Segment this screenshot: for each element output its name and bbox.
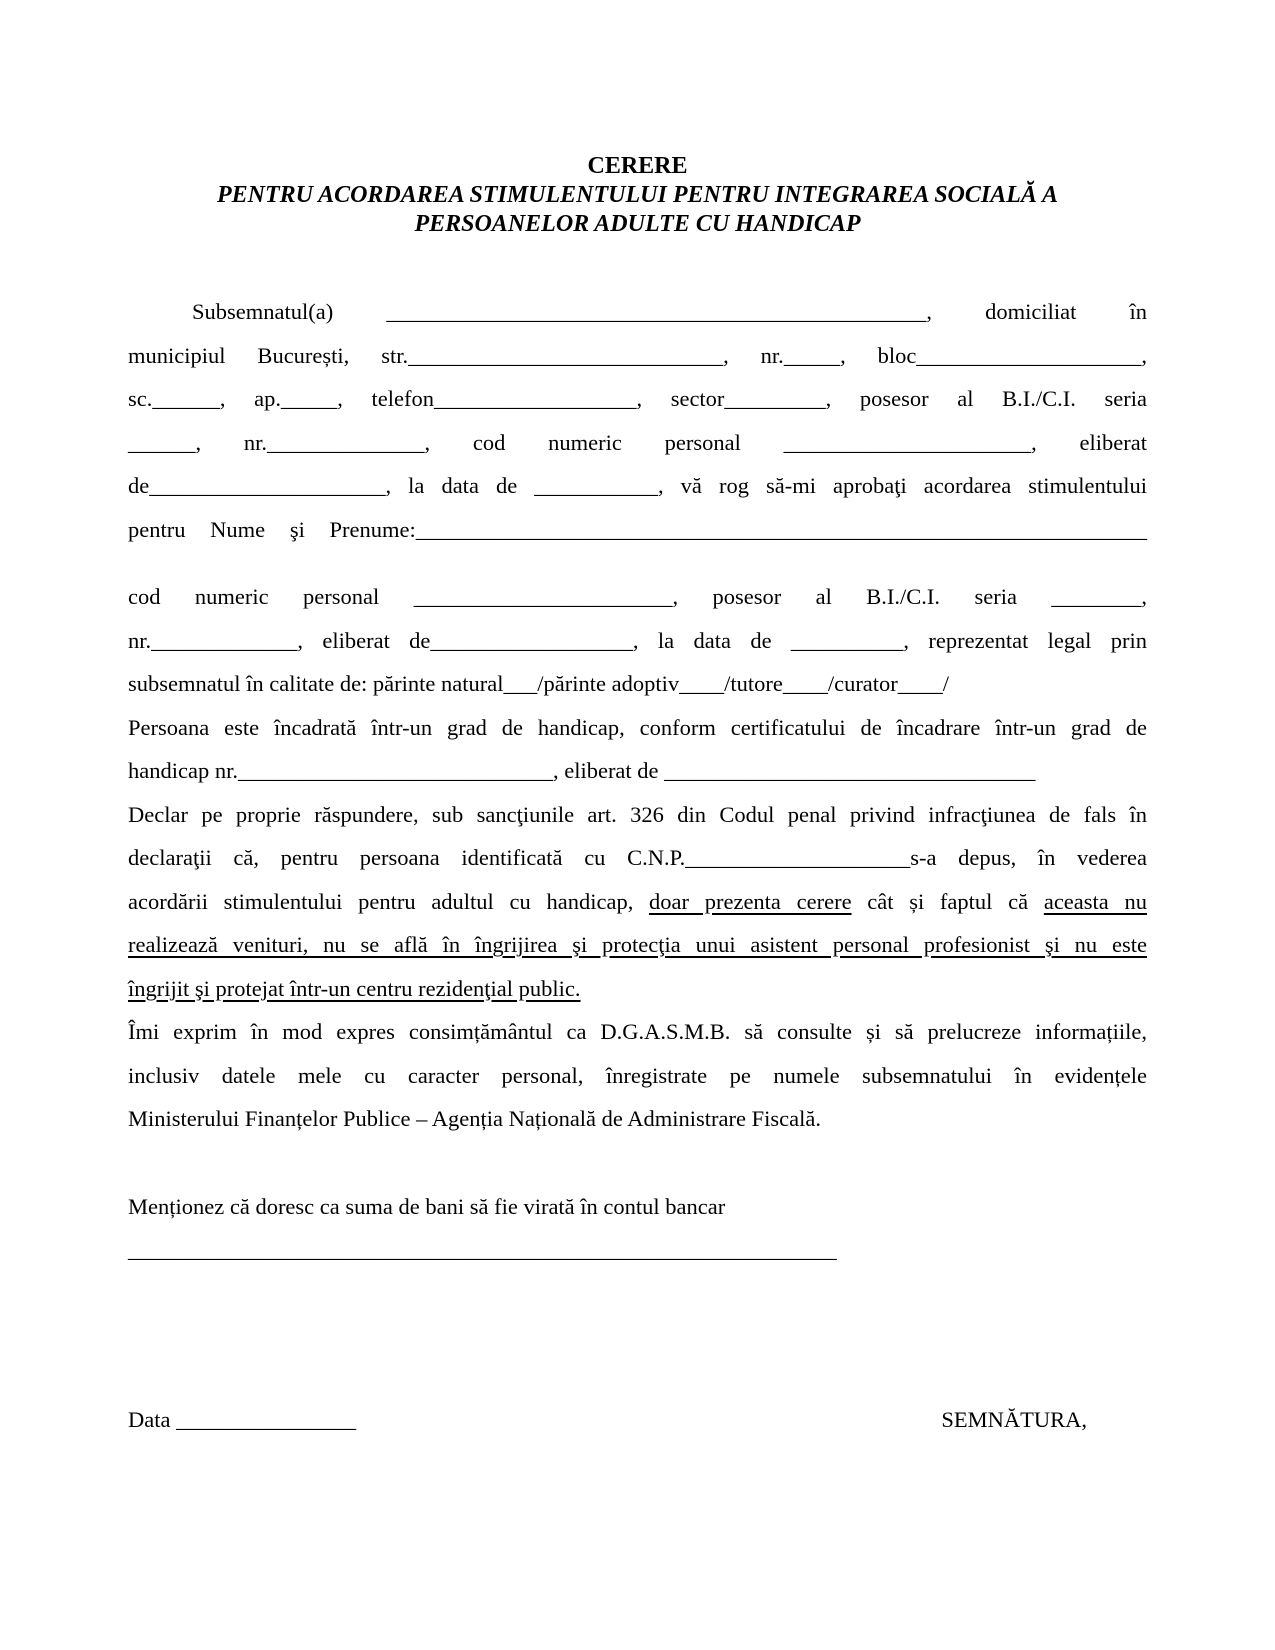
document-line — [128, 836, 1147, 880]
text-run: s-a depus, în vederea — [910, 845, 1147, 870]
text-run: cât și faptul că — [851, 888, 1044, 914]
text-run: , nr. — [723, 342, 784, 368]
blank-field: ____________________________ — [408, 342, 724, 368]
blank-field: _____ — [280, 386, 338, 411]
document-line — [128, 967, 1147, 1011]
blank-field: ____ — [782, 671, 828, 696]
text-run: , vă rog să-mi aprobaţi acordarea stimulentului — [658, 473, 1147, 498]
document-line — [128, 880, 1147, 924]
text-run: Subsemnatul(a) — [192, 299, 387, 324]
underlined-text: îngrijit şi protejat într-un centru rezidenţial public. — [128, 975, 581, 1001]
text-run: , eliberat — [1031, 429, 1147, 455]
blank-field: _______________________________________________________________ — [128, 1237, 837, 1262]
text-run: / — [942, 671, 950, 696]
blank-field: __________ — [790, 627, 904, 653]
document-line — [128, 290, 1147, 334]
document-line — [128, 464, 1147, 508]
blank-field: ___ — [503, 671, 538, 696]
blank-field: _________________________________________________________________ — [415, 516, 1147, 542]
document-line — [128, 619, 1147, 663]
underlined-text: aceasta nu — [1043, 888, 1147, 914]
blank-field: ______ — [152, 386, 220, 411]
blank-field: ______ — [128, 429, 196, 455]
text-run: Persoana este încadrată într-un grad de handicap, conform certificatului de încadrare într-un grad de — [128, 714, 1147, 740]
blank-field: ________________________________________________ — [386, 299, 927, 324]
text-run: , sector — [636, 386, 725, 411]
blank-field: ___________ — [534, 473, 658, 498]
text-run: , la data de — [632, 627, 791, 653]
document-line — [128, 1010, 1147, 1054]
text-run: , nr. — [195, 429, 268, 455]
text-run: , reprezentat legal prin — [903, 627, 1147, 653]
document-subtitle-line2: PERSOANELOR ADULTE CU HANDICAP — [414, 211, 861, 237]
blank-field: ____________________ — [916, 342, 1142, 368]
document-subtitle-line1: PENTRU ACORDAREA STIMULENTULUI PENTRU INTEGRAREA SOCIALĂ A — [216, 182, 1059, 208]
blank-field: ____________________ — [685, 845, 911, 870]
document-line — [128, 1054, 1147, 1098]
text-run: cod numeric personal — [128, 584, 414, 609]
blank-field: ____ — [679, 671, 725, 696]
document-line — [128, 662, 1147, 706]
text-run: pentru Nume şi Prenume: — [128, 516, 416, 542]
blank-field: _____ — [783, 342, 841, 368]
document-line — [128, 1228, 1147, 1272]
footer-row — [128, 1398, 1147, 1442]
text-run: , bloc — [840, 342, 917, 368]
text-run: Menționez că doresc ca suma de bani să fie virată în contul bancar — [128, 1193, 726, 1219]
text-run: inclusiv datele mele cu caracter personal, înregistrate pe numele subsemnatului în evidențele — [128, 1062, 1147, 1088]
document-line — [128, 749, 1147, 793]
text-run: , — [1141, 342, 1147, 368]
underlined-text: realizează venituri, nu se află în îngrijirea şi protecţia unui asistent personal profesionist şi nu este — [128, 932, 1147, 957]
text-run: , eliberat de — [297, 627, 431, 653]
document-line — [128, 1097, 1147, 1141]
text-run: , — [1141, 584, 1147, 609]
text-run: municipiul București, str. — [128, 342, 409, 368]
document-line — [128, 575, 1147, 619]
text-run: /părinte adoptiv — [537, 671, 680, 696]
blank-field: _________ — [724, 386, 826, 411]
text-run: Ministerului Finanțelor Publice – Agenția Națională de Administrare Fiscală. — [128, 1106, 821, 1131]
signature-label: SEMNĂTURA, — [941, 1406, 1087, 1432]
text-run: subsemnatul în calitate de: părinte natural — [128, 671, 504, 696]
blank-field: _____________ — [151, 627, 298, 653]
underlined-text: doar prezenta cerere — [649, 888, 852, 914]
text-run: , cod numeric personal — [424, 429, 784, 455]
date-blank-field: ________________ — [176, 1406, 357, 1432]
document-title-block — [128, 0, 1147, 239]
text-run: declaraţii că, pentru persoana identificată cu C.N.P. — [128, 845, 686, 870]
blank-field: ______________ — [267, 429, 425, 455]
blank-field: ____ — [897, 671, 943, 696]
document-title: CERERE — [587, 153, 688, 179]
text-run: , eliberat de — [552, 758, 665, 783]
date-field — [128, 1398, 356, 1442]
text-run: , posesor al B.I./C.I. seria — [825, 386, 1147, 411]
text-run: handicap nr. — [128, 758, 238, 783]
blank-field: _______________________ — [413, 584, 673, 609]
document-line — [128, 1185, 1147, 1229]
document-line — [128, 706, 1147, 750]
blank-field: _________________________________ — [664, 758, 1036, 783]
text-run: , telefon — [337, 386, 434, 411]
document-line — [128, 377, 1147, 421]
text-run: /curator — [827, 671, 898, 696]
blank-field: __________________ — [430, 627, 633, 653]
text-run: , la data de — [385, 473, 535, 498]
blank-field: __________________ — [433, 386, 637, 411]
text-run: , ap. — [219, 386, 281, 411]
blank-field: ______________________ — [783, 429, 1032, 455]
text-run: de — [128, 473, 150, 498]
blank-field: _____________________ — [149, 473, 386, 498]
blank-field: ____________________________ — [237, 758, 553, 783]
document-line — [128, 334, 1147, 378]
text-run: , posesor al B.I./C.I. seria — [672, 584, 1052, 609]
document-body — [128, 290, 1147, 1272]
document-line — [128, 508, 1147, 552]
text-run: , domiciliat în — [926, 299, 1147, 324]
text-run: Îmi exprim în mod expres consimțământul ca D.G.A.S.M.B. să consulte și să prelucreze informațiile, — [128, 1019, 1147, 1044]
document-line — [128, 793, 1147, 837]
document-line — [128, 923, 1147, 967]
text-run: Declar pe proprie răspundere, sub sancţiunile art. 326 din Codul penal privind infracţiunea de fals în — [128, 801, 1147, 827]
blank-field: ________ — [1051, 584, 1142, 609]
date-label: Data — [128, 1406, 177, 1432]
text-run: /tutore — [724, 671, 783, 696]
document-line — [128, 421, 1147, 465]
text-run: nr. — [128, 627, 152, 653]
text-run: acordării stimulentului pentru adultul cu handicap, — [128, 888, 650, 914]
text-run: sc. — [128, 386, 153, 411]
